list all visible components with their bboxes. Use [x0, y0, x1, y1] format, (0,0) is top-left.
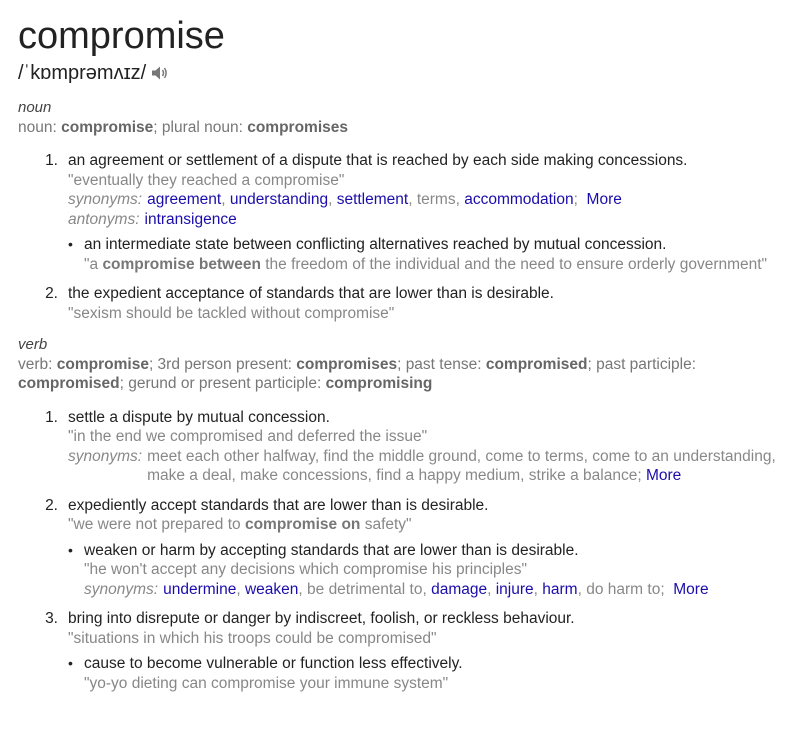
subsense — [68, 235, 782, 274]
pos-label: noun — [18, 99, 52, 116]
example-part: compromise on — [244, 516, 361, 533]
form-part: ; 3rd person present: — [148, 355, 297, 373]
example-part: the freedom of the individual and the need to ensure orderly government" — [260, 255, 768, 273]
definition: an intermediate state between conflicting alternatives reached by mutual concession. — [84, 236, 667, 253]
noun-sense-1 — [18, 151, 782, 274]
pos-label: verb — [18, 336, 48, 353]
form-part: compromised — [18, 375, 120, 392]
antonyms-row — [68, 210, 782, 230]
separator: , do harm to; — [577, 580, 674, 598]
sense-number: 2. — [45, 496, 58, 514]
verb-forms — [18, 355, 782, 394]
sense-number: 1. — [45, 152, 58, 169]
form-part: noun: — [18, 118, 62, 136]
form-part: ; gerund or present participle: — [119, 375, 326, 392]
synonyms-row — [84, 580, 782, 600]
synonym-link[interactable]: weaken — [244, 580, 299, 598]
synonyms-label: synonyms: — [68, 447, 143, 465]
separator: , — [221, 191, 230, 208]
synonyms-row — [68, 447, 782, 486]
definition: the expedient acceptance of standards that are lower than is desirable. — [68, 285, 554, 302]
pronunciation: /ˈkɒmprəmʌɪz/ — [18, 62, 147, 84]
bullet: • — [68, 236, 73, 252]
antonyms-label: antonyms: — [68, 210, 140, 228]
sense-number: 3. — [45, 610, 58, 627]
separator: , — [487, 580, 496, 598]
separator: , be detrimental to, — [298, 580, 432, 598]
subsense — [68, 541, 782, 600]
synonyms-label: synonyms: — [68, 191, 143, 208]
more-link[interactable]: More — [645, 467, 682, 484]
separator: ; — [573, 191, 587, 208]
verb-sense-2 — [18, 496, 782, 600]
form-part: ; plural noun: — [153, 118, 248, 136]
example — [68, 515, 782, 535]
form-part: compromise — [56, 355, 149, 373]
antonym-link[interactable]: intransigence — [144, 210, 237, 228]
verb-sense-1 — [18, 408, 782, 486]
speaker-icon[interactable] — [151, 65, 169, 81]
separator: , — [236, 580, 245, 598]
verb-sense-3 — [18, 609, 782, 693]
noun-sense-2 — [18, 284, 782, 323]
form-part: compromise — [61, 118, 154, 136]
more-link[interactable]: More — [673, 580, 709, 598]
definition: weaken or harm by accepting standards that are lower than is desirable. — [84, 541, 579, 559]
subsense — [68, 654, 782, 693]
sense-number: 1. — [45, 408, 58, 426]
separator: , — [328, 191, 337, 208]
example-part: safety" — [360, 516, 412, 533]
bullet: • — [68, 541, 73, 558]
form-part: ; past tense: — [397, 355, 486, 373]
verb-section — [18, 335, 782, 693]
example — [84, 255, 782, 275]
definition: an agreement or settlement of a dispute that is reached by each side making concessions. — [68, 152, 688, 169]
separator: , — [533, 580, 543, 598]
headword: compromise — [18, 15, 225, 57]
pronunciation-row — [18, 60, 782, 86]
form-part: verb: — [18, 355, 57, 373]
noun-section — [18, 98, 782, 323]
form-part: compromised — [485, 355, 588, 373]
form-part: ; past participle: — [587, 355, 697, 373]
definition: bring into disrepute or danger by indiscreet, foolish, or reckless behaviour. — [68, 610, 575, 627]
example-part: "we were not prepared to — [68, 516, 245, 533]
example: "yo-yo dieting can compromise your immune system" — [84, 674, 449, 692]
noun-forms — [18, 118, 782, 138]
synonym-link[interactable]: damage — [431, 580, 488, 598]
definition: settle a dispute by mutual concession. — [68, 408, 330, 426]
form-part: compromises — [247, 118, 349, 136]
synonyms-row — [68, 190, 782, 210]
synonyms-text: meet each other halfway, find the middle ground, come to terms, come to an understanding, make a deal, make concessions, find a happy medium, strike a balance; — [147, 447, 776, 484]
form-part: compromising — [325, 375, 433, 392]
example-part: compromise between — [102, 255, 261, 273]
example: "eventually they reached a compromise" — [68, 171, 345, 189]
separator: , terms, — [408, 191, 465, 208]
example-part: "a — [84, 255, 103, 273]
example: "in the end we compromised and deferred the issue" — [68, 428, 428, 445]
synonym-link[interactable]: injure — [495, 580, 534, 598]
example: "sexism should be tackled without compromise" — [68, 304, 395, 322]
synonym-link[interactable]: agreement — [147, 191, 222, 208]
form-part: compromises — [296, 355, 398, 373]
bullet: • — [68, 655, 73, 671]
synonym-link[interactable]: accommodation — [464, 191, 574, 208]
synonyms-label: synonyms: — [84, 580, 159, 598]
example: "situations in which his troops could be compromised" — [68, 629, 437, 647]
synonym-link[interactable]: settlement — [336, 191, 409, 208]
synonym-link[interactable]: harm — [542, 580, 578, 598]
synonym-link[interactable]: understanding — [229, 191, 329, 208]
synonym-link[interactable]: undermine — [163, 580, 237, 598]
example: "he won't accept any decisions which compromise his principles" — [84, 561, 527, 578]
definition: expediently accept standards that are lower than is desirable. — [68, 496, 489, 514]
sense-number: 2. — [45, 285, 58, 302]
definition: cause to become vulnerable or function less effectively. — [84, 655, 463, 672]
more-link[interactable]: More — [586, 191, 622, 208]
